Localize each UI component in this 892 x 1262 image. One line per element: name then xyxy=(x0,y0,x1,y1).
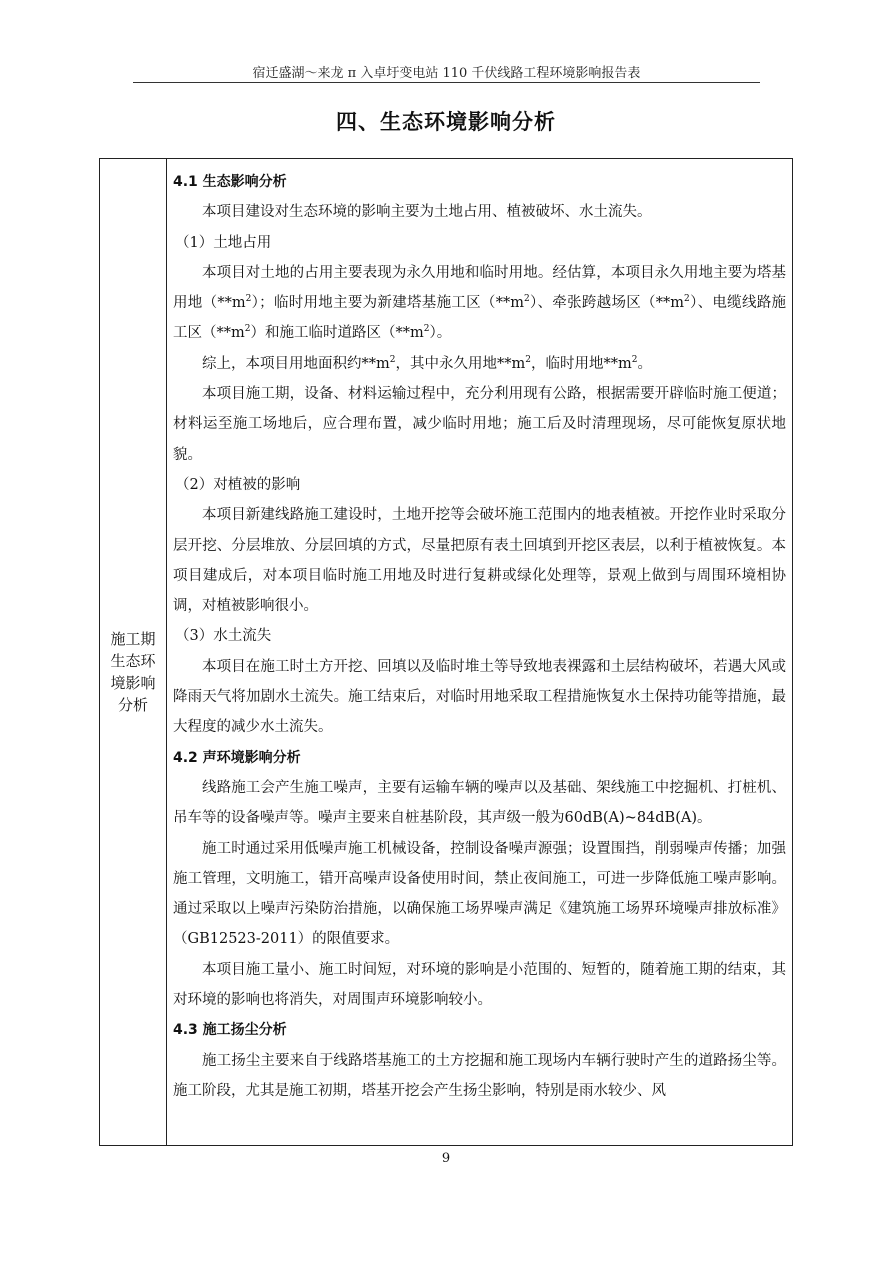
paragraph: 本项目新建线路施工建设时，土地开挖等会破坏施工范围内的地表植被。开挖作业时采取分层开挖、分层堆放、分层回填的方式，尽量把原有表土回填到开挖区表层，以利于植被恢复。本项目建成后，对本项目临时施工用地及时进行复耕或绿化处理等，景观上做到与周围环境相协调，对植被影响很小。 xyxy=(173,507,786,615)
page-number: 9 xyxy=(441,1151,451,1166)
paragraph-land-area: 本项目对土地的占用主要表现为永久用地和临时用地。经估算，本项目永久用地主要为塔基用地$(**m^2)$；临时用地主要为新建塔基施工区$(**m^2)$、牵张跨越场区$(**m^2)$、电缆线路施工区$(**m^2)$和施工临时道路区$(**m^2)$。 xyxy=(173,264,787,342)
section-heading-4-2: 4.2 声环境影响分析 xyxy=(173,749,301,766)
row-label-cell: 施工期生态环境影响分析 xyxy=(110,630,156,714)
header-rule xyxy=(133,82,760,83)
section-heading-4-1: 4.1 生态影响分析 xyxy=(173,174,287,190)
paragraph: 本项目在施工时土方开挖、回填以及临时堆土等导致地表裸露和土层结构破坏，若遇大风或降雨天气将加剧水土流失。施工结束后，对临时用地采取工程措施恢复水土保持功能等措施，最大程度的减少水土流失。 xyxy=(173,658,786,736)
page-title: 四、生态环境影响分析 xyxy=(336,110,556,134)
section-heading-4-3: 4.3 施工扬尘分析 xyxy=(173,1022,287,1039)
column-divider xyxy=(166,159,167,1145)
paragraph: 线路施工会产生施工噪声，主要有运输车辆的噪声以及基础、架线施工中挖掘机、打桩机、吊车等的设备噪声等。噪声主要来自桩基阶段，其声级一般为60dB(A)~84dB(A)。 xyxy=(173,779,786,827)
subheading-vegetation: （2）对植被的影响 xyxy=(175,476,301,493)
analysis-table xyxy=(99,158,793,1146)
paragraph-land-total: 综上，本项目用地面积约$**m^2$，其中永久用地$**m^2$，临时用地$**m^2$。 xyxy=(202,354,652,372)
subheading-land-use: （1）土地占用 xyxy=(175,234,272,251)
paragraph: 施工时通过采用低噪声施工机械设备，控制设备噪声源强；设置围挡，削弱噪声传播；加强施工管理，文明施工，错开高噪声设备使用时间，禁止夜间施工，可进一步降低施工噪声影响。通过采取以上噪声污染防治措施，以确保施工场界噪声满足《建筑施工场界环境噪声排放标准》（GB12523-2011）的限值要求。 xyxy=(173,840,786,948)
running-header: 宿迁盛湖～来龙 π 入卓圩变电站 110 千伏线路工程环境影响报告表 xyxy=(252,66,641,81)
subheading-soil-erosion: （3）水土流失 xyxy=(175,628,272,645)
paragraph: 本项目建设对生态环境的影响主要为土地占用、植被破坏、水土流失。 xyxy=(202,204,652,221)
paragraph: 本项目施工量小、施工时间短，对环境的影响是小范围的、短暂的，随着施工期的结束，其对环境的影响也将消失，对周围声环境影响较小。 xyxy=(173,961,786,1009)
content-cell xyxy=(173,167,786,1106)
paragraph: 本项目施工期，设备、材料运输过程中，充分利用现有公路，根据需要开辟临时施工便道；材料运至施工场地后，应合理布置，减少临时用地；施工后及时清理现场，尽可能恢复原状地貌。 xyxy=(173,386,786,463)
paragraph: 施工扬尘主要来自于线路塔基施工的土方挖掘和施工现场内车辆行驶时产生的道路扬尘等。施工阶段，尤其是施工初期，塔基开挖会产生扬尘影响，特别是雨水较少、风 xyxy=(173,1052,786,1099)
